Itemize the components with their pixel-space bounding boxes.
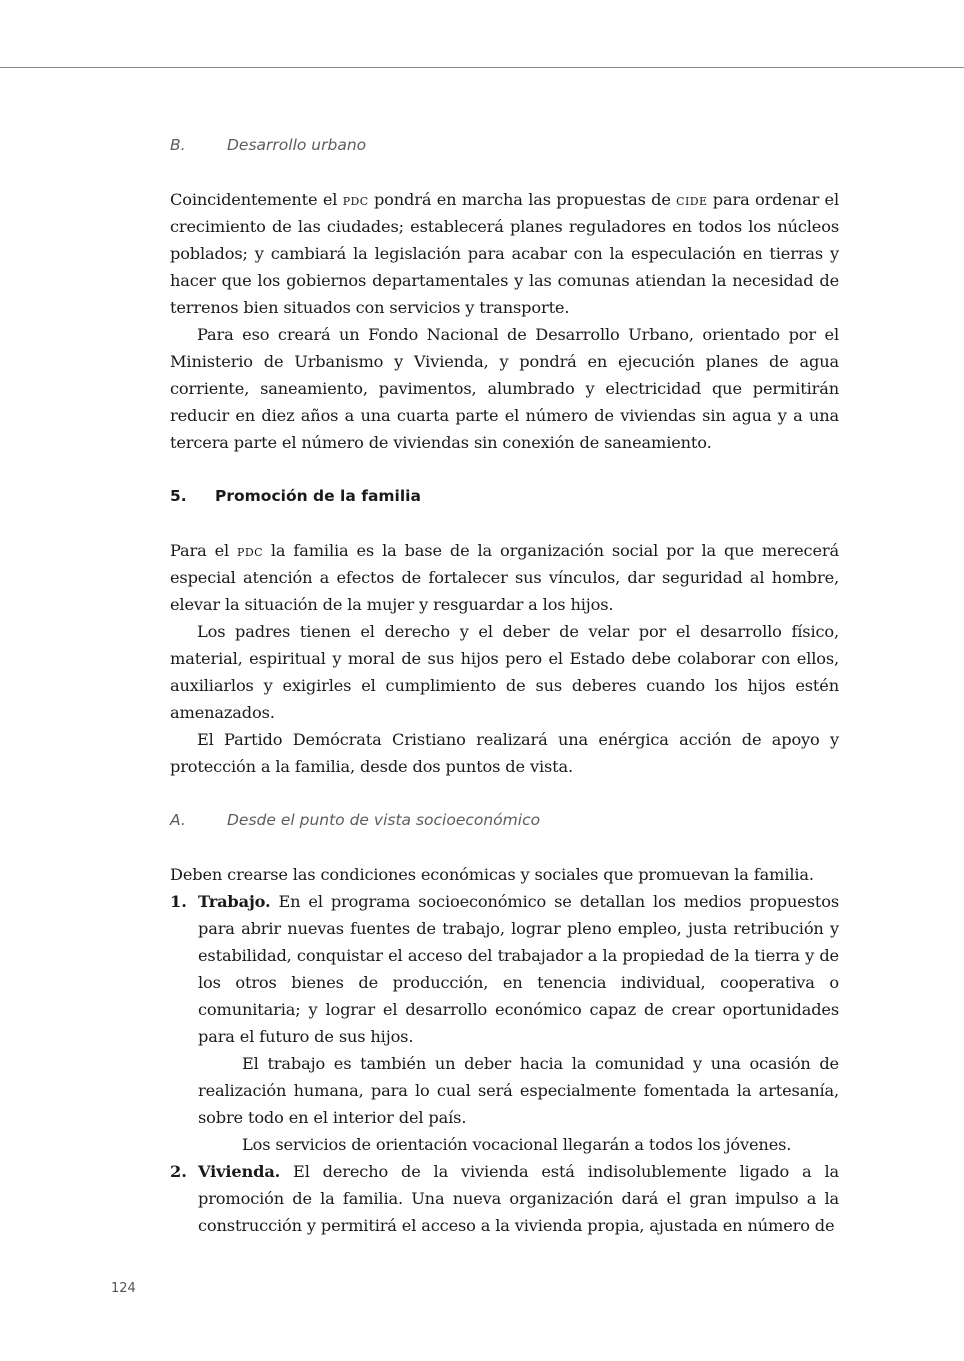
page-body <box>170 132 839 1239</box>
section-5-title: Promoción de la familia <box>215 487 421 505</box>
vivienda-heading: Vivienda. <box>198 1162 281 1181</box>
list-item-trabajo <box>170 888 839 1158</box>
familia-paragraph-3: El Partido Demócrata Cristiano realizará una enérgica acción de apoyo y protección a la familia, desde dos puntos de vista. <box>170 730 839 776</box>
section-b-letter: B. <box>170 136 186 154</box>
header-rule <box>0 67 964 68</box>
section-5-number: 5. <box>170 487 187 505</box>
trabajo-heading: Trabajo. <box>198 892 271 911</box>
list-item-vivienda <box>170 1158 839 1239</box>
trabajo-subparagraph-1: El trabajo es también un deber hacia la comunidad y una ocasión de realización humana, para lo cual será especialmente fomentada la artesanía, sobre todo en el interior del país. <box>198 1054 839 1127</box>
socio-intro: Deben crearse las condiciones económicas y sociales que promuevan la familia. <box>170 865 814 884</box>
section-b-title: Desarrollo urbano <box>227 136 367 154</box>
section-a-heading <box>170 807 839 834</box>
cide-acronym: cide <box>676 190 708 209</box>
section-5-heading <box>170 483 839 510</box>
list-number: 1. <box>170 892 187 911</box>
familia-paragraph-2: Los padres tienen el derecho y el deber de velar por el desarrollo físico, material, espiritual y moral de sus hijos pero el Estado debe colaborar con ellos, auxiliarlos y exigirles el cumplimiento de sus deberes cuando los hijos estén amenazados. <box>170 622 839 722</box>
pdc-acronym: pdc <box>237 541 263 560</box>
vivienda-paragraph: Vivienda. El derecho de la vivienda está indisolublemente ligado a la promoción de la familia. Una nueva organización dará el gran impulso a la construcción y permitirá el acceso a la vivienda propia, ajustada en número de <box>198 1162 839 1235</box>
familia-paragraph-1: Para el pdc la familia es la base de la organización social por la que merecerá especial atención a efectos de fortalecer sus vínculos, dar seguridad al hombre, elevar la situación de la mujer y resguardar a los hijos. <box>170 541 839 614</box>
trabajo-subparagraph-2: Los servicios de orientación vocacional llegarán a todos los jóvenes. <box>242 1135 792 1154</box>
section-a-title: Desde el punto de vista socioeconómico <box>227 811 541 829</box>
list-number: 2. <box>170 1162 187 1181</box>
page-number: 124 <box>111 1281 136 1296</box>
urbano-paragraph-1: Coincidentemente el pdc pondrá en marcha las propuestas de cide para ordenar el crecimiento de las ciudades; establecerá planes reguladores en todos los núcleos poblados; y cambiará la legislación para acabar con la especulación en tierras y hacer que los gobiernos departamentales y las comunas atiendan la necesidad de terrenos bien situados con servicios y transporte. <box>170 190 840 317</box>
urbano-paragraph-2: Para eso creará un Fondo Nacional de Desarrollo Urbano, orientado por el Ministerio de Urbanismo y Vivienda, y pondrá en ejecución planes de agua corriente, saneamiento, pavimentos, alumbrado y electricidad que permitirán reducir en diez años a una cuarta parte el número de viviendas sin agua y a una tercera parte el número de viviendas sin conexión de saneamiento. <box>170 325 839 452</box>
section-b-heading <box>170 132 839 159</box>
pdc-acronym: pdc <box>342 190 369 209</box>
trabajo-paragraph: Trabajo. En el programa socioeconómico se detallan los medios propuestos para abrir nuevas fuentes de trabajo, lograr pleno empleo, justa retribución y estabilidad, conquistar el acceso del trabajador a la propiedad de la tierra y de los otros bienes de producción, en tenencia individual, cooperativa o comunitaria; y lograr el desarrollo económico capaz de crear oportunidades para el futuro de sus hijos. <box>198 892 839 1046</box>
section-a-letter: A. <box>170 811 186 829</box>
